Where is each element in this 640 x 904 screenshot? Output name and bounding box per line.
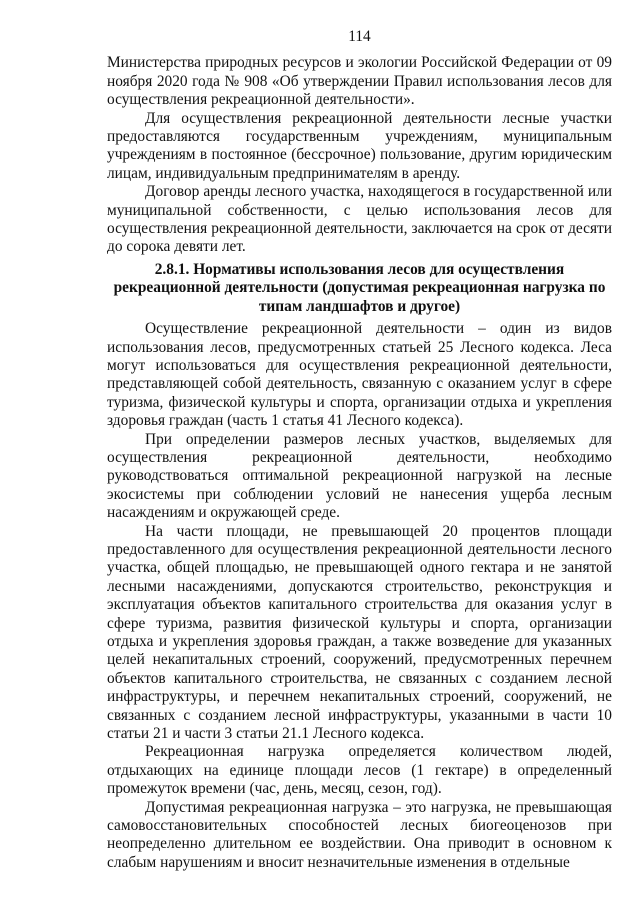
paragraph-construction-limits: На части площади, не превышающей 20 процентов площади предоставленного для осуществления рекреационной деятельности лесного участка, общей площадью, не превышающей одного гектара и не занятой лесными насаждениями, допускаются строительство, реконструкция и эксплуатация объектов капитального строительства для оказания услуг в сфере туризма, развития физической культуры и спорта, организации отдыха и укрепления здоровья граждан, а также возведение для указанных целей некапитальных строений, сооружений, предусмотренных перечнем объектов капитального строительства, не связанных с созданием лесной инфраструктуры, и перечнем некапитальных строений, сооружений, не связанных с созданием лесной инфраструктуры, указанными в части 10 статьи 21 и части 3 статьи 21.1 Лесного кодекса. [107, 522, 612, 743]
section-heading: 2.8.1. Нормативы использования лесов для осуществления рекреационной деятельности (допустимая рекреационная нагрузка по типам ландшафтов и другое) [113, 260, 606, 315]
document-page [107, 28, 612, 872]
paragraph-continuation: Министерства природных ресурсов и экологии Российской Федерации от 09 ноября 2020 года № 908 «Об утверждении Правил использования лесов для осуществления рекреационной деятельности». [107, 54, 612, 109]
paragraph-recreation-definition: Осуществление рекреационной деятельности – один из видов использования лесов, предусмотренных статьей 25 Лесного кодекса. Леса могут использоваться для осуществления рекреационной деятельности, представляющей собой деятельность, связанную с оказанием услуг в сфере туризма, физической культуры и спорта, организации отдыха и укрепления здоровья граждан (часть 1 статья 41 Лесного кодекса). [107, 320, 612, 430]
paragraph-optimal-load: При определении размеров лесных участков, выделяемых для осуществления рекреационной деятельности, необходимо руководствоваться оптимальной рекреационной нагрузкой на лесные экосистемы при соблюдении условий не нанесения ущерба лесным насаждениям и окружающей среде. [107, 430, 612, 522]
paragraph-permissible-load: Допустимая рекреационная нагрузка – это нагрузка, не превышающая самовосстановительных способностей лесных биогеоценозов при неопределенно длительном ее воздействии. Она приводит в основном к слабым нарушениям и вносит незначительные изменения в отдельные [107, 798, 612, 871]
page-number: 114 [348, 28, 371, 45]
paragraph-lease-term: Договор аренды лесного участка, находящегося в государственной или муниципальной собственности, с целью использования лесов для осуществления рекреационной деятельности, заключается на срок от десяти до сорока девяти лет. [107, 183, 612, 256]
paragraph-land-provision: Для осуществления рекреационной деятельности лесные участки предоставляются государственным учреждениям, муниципальным учреждениям в постоянное (бессрочное) пользование, другим юридическим лицам, индивидуальным предпринимателям в аренду. [107, 109, 612, 182]
paragraph-load-measure: Рекреационная нагрузка определяется количеством людей, отдыхающих на единице площади лесов (1 гектаре) в определенный промежуток времени (час, день, месяц, сезон, год). [107, 743, 612, 798]
